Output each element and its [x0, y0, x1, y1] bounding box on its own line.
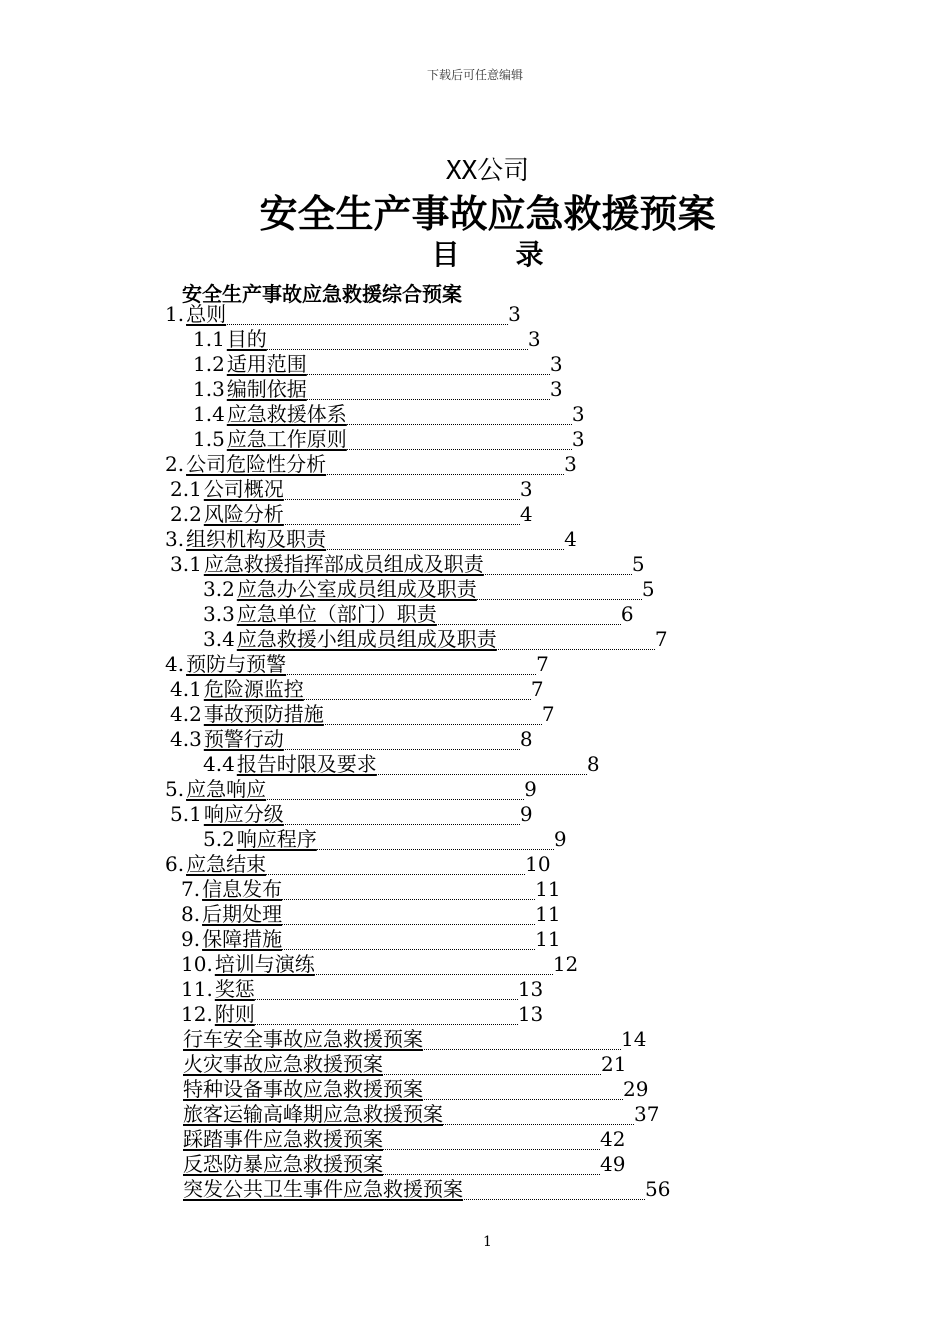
- toc-entry-page: 5: [631, 552, 645, 576]
- toc-entry-title: 风险分析: [203, 502, 284, 526]
- toc-entry-page: 3: [508, 302, 521, 326]
- toc-entry[interactable]: 3.2应急办公室成员组成及职责 5: [203, 577, 655, 601]
- toc-entry-title: 奖惩: [214, 977, 255, 1001]
- toc-entry[interactable]: 3.1应急救援指挥部成员组成及职责 5: [170, 552, 645, 576]
- toc-entry-title: 后期处理: [202, 902, 283, 926]
- toc-entry-page: 7: [530, 677, 544, 701]
- toc-entry[interactable]: 12.附则 13: [181, 1002, 544, 1026]
- toc-entry-page: 9: [519, 802, 533, 826]
- toc-entry-title: 编制依据: [226, 377, 307, 401]
- toc-entry-page: 5: [641, 577, 655, 601]
- toc-entry-page: 9: [553, 827, 567, 851]
- toc-entry[interactable]: 4.2事故预防措施 7: [170, 702, 555, 726]
- toc-entry-title: 应急救援小组成员组成及职责: [236, 627, 497, 651]
- toc-entry-title: 响应程序: [236, 827, 317, 851]
- toc-entry[interactable]: 2. 公司危险性分析 3: [165, 452, 577, 476]
- toc-entry-page: 3: [549, 377, 563, 401]
- toc-entry-page: 49: [600, 1152, 626, 1176]
- toc-entry-title: 响应分级: [203, 802, 284, 826]
- toc-entry-page: 42: [600, 1127, 626, 1151]
- toc-entry-page: 11: [535, 927, 561, 951]
- toc-entry-title: 组织机构及职责: [186, 527, 327, 551]
- toc-entry[interactable]: 9.保障措施 11: [181, 927, 561, 951]
- toc-entry-title: 适用范围: [226, 352, 307, 376]
- toc-entry[interactable]: [181, 1027, 646, 1052]
- toc-entry-title: 突发公共卫生事件应急救援预案: [183, 1177, 463, 1201]
- toc-entry-page: 29: [623, 1077, 649, 1101]
- header-note: 下载后可任意编辑: [426, 68, 523, 82]
- toc-entry-title: 培训与演练: [214, 952, 315, 976]
- toc-entry-title: 报告时限及要求: [236, 752, 377, 776]
- document-title: 安全生产事故应急救援预案: [259, 192, 716, 236]
- toc-entry-page: 13: [517, 1002, 544, 1026]
- toc-entry-page: 37: [634, 1102, 660, 1126]
- toc-entry[interactable]: 8.后期处理 11: [181, 902, 561, 926]
- toc-entry-title: 应急响应: [186, 777, 267, 801]
- toc-entry[interactable]: 4.3预警行动 8: [170, 727, 533, 751]
- toc-entry-page: 10: [525, 852, 551, 876]
- toc-entry[interactable]: 4.1危险源监控 7: [170, 677, 544, 701]
- toc-entry-title: 公司危险性分析: [186, 452, 327, 476]
- toc-entry-title: 事故预防措施: [203, 702, 324, 726]
- section-heading: 安全生产事故应急救援综合预案: [182, 282, 462, 306]
- toc-entry-page: 6: [620, 602, 634, 626]
- toc-entry[interactable]: 1.5应急工作原则 3: [193, 427, 585, 451]
- toc-entry[interactable]: 3. 组织机构及职责 4: [165, 527, 577, 551]
- toc-entry-title: 反恐防暴应急救援预案: [183, 1152, 383, 1176]
- toc-entry-title: 应急办公室成员组成及职责: [236, 577, 477, 601]
- toc-entry[interactable]: 5.2响应程序 9: [203, 827, 567, 851]
- toc-entry-title: 应急救援指挥部成员组成及职责: [203, 552, 484, 576]
- toc-entry-title: 保障措施: [202, 927, 283, 951]
- toc-entry-page: 3: [549, 352, 563, 376]
- toc-entry[interactable]: 3.3应急单位（部门）职责 6: [203, 602, 634, 626]
- toc-entry-title: 总则: [186, 302, 227, 326]
- toc-entry-page: 8: [519, 727, 533, 751]
- toc-entry-page: 4: [519, 502, 533, 526]
- toc-entry[interactable]: 7.信息发布 11: [181, 877, 561, 901]
- toc-entry-page: 11: [535, 877, 561, 901]
- toc-entry-page: 3: [527, 327, 541, 351]
- toc-entry-title: 应急救援体系: [226, 402, 347, 426]
- toc-entry-page: 3: [571, 402, 585, 426]
- toc-entry[interactable]: 2.2风险分析 4: [170, 502, 533, 526]
- company-name: XX公司: [445, 156, 530, 186]
- toc-entry[interactable]: 2.1公司概况 3: [170, 477, 533, 501]
- toc-entry-title: 特种设备事故应急救援预案: [183, 1077, 423, 1101]
- toc-entry-title: 应急单位（部门）职责: [236, 602, 437, 626]
- toc-entry[interactable]: 4.预防与预警 7: [165, 652, 549, 676]
- toc-entry[interactable]: [181, 1127, 625, 1152]
- toc-entry[interactable]: [181, 1102, 659, 1127]
- toc-entry-page: 8: [586, 752, 600, 776]
- toc-entry-page: 21: [601, 1052, 627, 1076]
- toc-entry-title: 预防与预警: [186, 652, 287, 676]
- toc-heading: 目 录: [431, 238, 544, 271]
- toc-entry[interactable]: 3.4应急救援小组成员组成及职责 7: [203, 627, 668, 651]
- toc-entry-page: 14: [621, 1027, 647, 1051]
- toc-entry[interactable]: 11.奖惩 13: [181, 977, 544, 1001]
- toc-entry-page: 7: [536, 652, 549, 676]
- toc-entry[interactable]: 6.应急结束 10: [165, 852, 551, 876]
- toc-entry-page: 4: [564, 527, 577, 551]
- toc-entry[interactable]: [181, 1152, 625, 1177]
- toc-entry[interactable]: [181, 1177, 670, 1202]
- toc-entry-title: 信息发布: [202, 877, 283, 901]
- toc-entry-title: 行车安全事故应急救援预案: [183, 1027, 423, 1051]
- toc-entry-title: 火灾事故应急救援预案: [183, 1052, 383, 1076]
- toc-entry-page: 56: [645, 1177, 671, 1201]
- toc-entry-title: 附则: [214, 1002, 255, 1026]
- toc-entry-title: 公司概况: [203, 477, 284, 501]
- toc-entry-page: 13: [517, 977, 544, 1001]
- toc-entry[interactable]: 1. 总则 3: [165, 302, 521, 326]
- toc-entry-page: 3: [519, 477, 533, 501]
- toc-entry-title: 危险源监控: [203, 677, 304, 701]
- toc-entry-page: 3: [564, 452, 577, 476]
- toc-entry-page: 7: [541, 702, 555, 726]
- toc-entry[interactable]: 10.培训与演练 12: [181, 952, 579, 976]
- toc-entry-title: 应急工作原则: [226, 427, 347, 451]
- page-number: 1: [483, 1234, 492, 1250]
- toc-entry[interactable]: 1.3编制依据 3: [193, 377, 563, 401]
- toc-entry-page: 3: [571, 427, 585, 451]
- toc-entry-title: 踩踏事件应急救援预案: [183, 1127, 383, 1151]
- toc-entry-page: 11: [535, 902, 561, 926]
- toc-entry-page: 12: [552, 952, 579, 976]
- toc-entry-title: 应急结束: [186, 852, 267, 876]
- toc-entry-title: 旅客运输高峰期应急救援预案: [183, 1102, 443, 1126]
- toc-entry-title: 预警行动: [203, 727, 284, 751]
- toc-entry[interactable]: 1.1目的 3: [193, 327, 541, 351]
- toc-entry-page: 9: [524, 777, 537, 801]
- toc-entry[interactable]: [181, 1077, 648, 1102]
- toc-entry-page: 7: [654, 627, 668, 651]
- toc-entry[interactable]: 5.1响应分级 9: [170, 802, 533, 826]
- toc-entry[interactable]: 1.2适用范围 3: [193, 352, 563, 376]
- toc-entry[interactable]: 4.4报告时限及要求 8: [203, 752, 600, 776]
- toc-entry[interactable]: 1.4应急救援体系 3: [193, 402, 585, 426]
- toc-entry[interactable]: 5.应急响应 9: [165, 777, 537, 801]
- toc-entry[interactable]: [181, 1052, 626, 1077]
- toc-entry-title: 目的: [226, 327, 267, 351]
